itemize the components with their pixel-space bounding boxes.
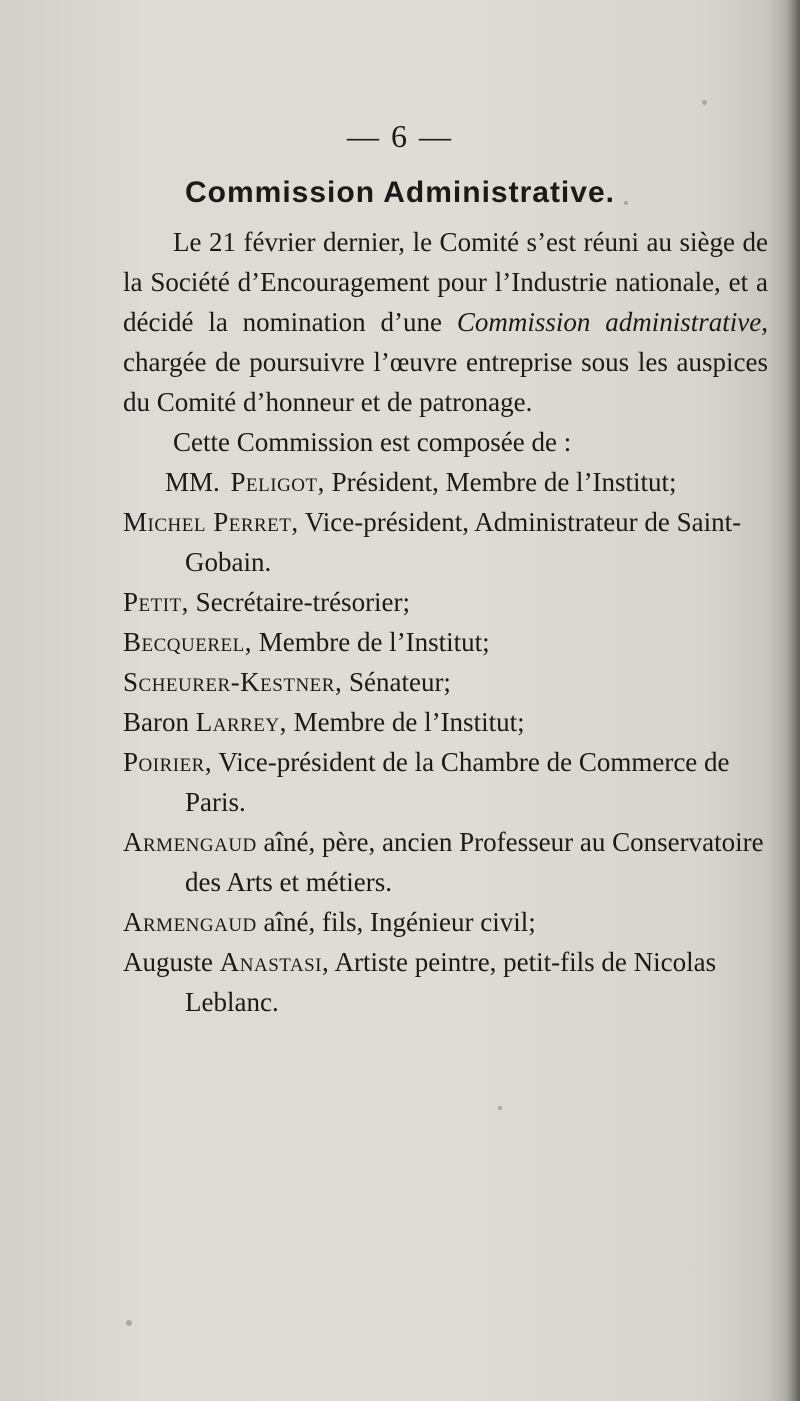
member-prefix: MM. bbox=[165, 467, 220, 497]
member-item bbox=[123, 582, 768, 622]
member-item bbox=[123, 702, 768, 742]
section-title: Commission Administrative. bbox=[185, 176, 615, 209]
member-role: Sénateur; bbox=[342, 667, 451, 697]
paper-spot bbox=[702, 100, 707, 105]
member-name: Michel Perret, bbox=[123, 507, 299, 537]
composition-paragraph: Cette Commission est composée de : bbox=[173, 427, 572, 457]
member-name: Poirier, bbox=[123, 747, 213, 777]
member-name: Becquerel, bbox=[123, 627, 252, 657]
commission-name: Commission administrative bbox=[456, 307, 762, 337]
paper-spot bbox=[498, 1106, 502, 1110]
member-name: Armengaud bbox=[123, 907, 257, 937]
member-item bbox=[123, 622, 768, 662]
member-role: Vice-président, Administrateur de Saint-Gobain. bbox=[185, 507, 742, 577]
paper-spot bbox=[126, 1320, 132, 1326]
member-item bbox=[123, 902, 768, 942]
member-item bbox=[123, 502, 768, 582]
member-prefix: Baron bbox=[123, 707, 189, 737]
page-edge-shadow bbox=[786, 0, 800, 1401]
member-item bbox=[123, 742, 768, 822]
member-item bbox=[123, 942, 768, 1022]
member-item bbox=[123, 822, 768, 902]
member-name: Larrey, bbox=[195, 707, 287, 737]
document-body bbox=[123, 222, 768, 1022]
member-role: Membre de l’Institut; bbox=[286, 707, 525, 737]
member-name: Peligot, bbox=[230, 467, 325, 497]
member-role: Artiste peintre, petit-fils de Nicolas Leblanc. bbox=[185, 947, 717, 1017]
member-role: Secrétaire-trésorier; bbox=[188, 587, 411, 617]
member-name: Armengaud bbox=[123, 827, 257, 857]
member-list bbox=[123, 462, 768, 1022]
intro-paragraph bbox=[123, 222, 768, 422]
member-role: Président, Membre de l’Institut; bbox=[324, 467, 677, 497]
page-number: — 6 — bbox=[347, 118, 453, 154]
member-item bbox=[123, 662, 768, 702]
member-prefix: Auguste bbox=[123, 947, 213, 977]
intro-text-end: , chargée de poursuivre l’œuvre entreprise sous les auspices du Comité d’honneur et de patronage. bbox=[123, 307, 769, 417]
member-role: aîné, père, ancien Professeur au Conservatoire des Arts et métiers. bbox=[185, 827, 764, 897]
member-role: Vice-président de la Chambre de Commerce de Paris. bbox=[185, 747, 730, 817]
member-name: Anastasi, bbox=[219, 947, 330, 977]
member-role: Membre de l’Institut; bbox=[251, 627, 490, 657]
member-name: Petit, bbox=[123, 587, 189, 617]
member-item bbox=[123, 462, 768, 502]
member-name: Scheurer-Kestner, bbox=[123, 667, 343, 697]
member-role: aîné, fils, Ingénieur civil; bbox=[256, 907, 536, 937]
intro-text-start: Le 21 février dernier, le Comité s’est réuni au siège de la Société d’Encouragement pour l’Industrie nationale, et a décidé la nomination d’une bbox=[123, 227, 768, 337]
